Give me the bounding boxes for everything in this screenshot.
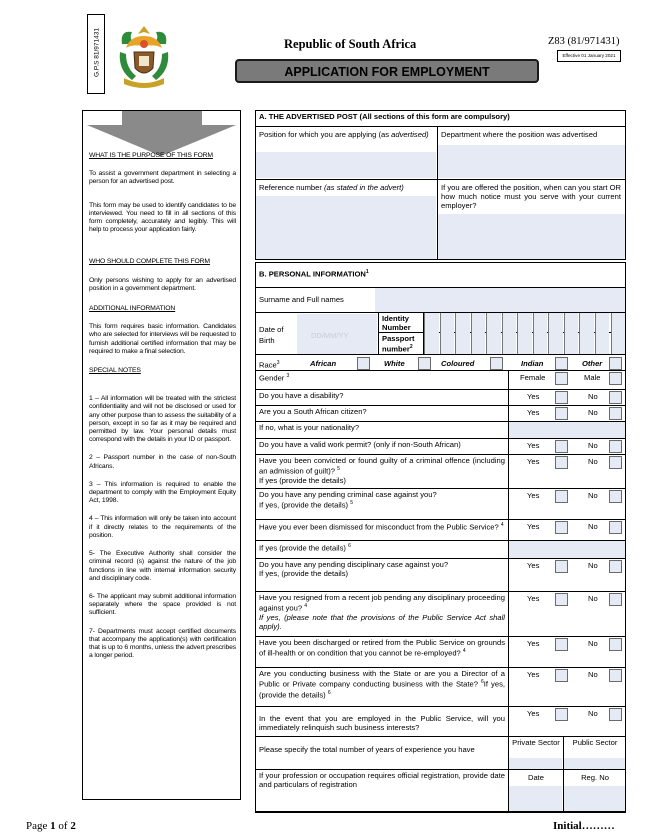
permit-yes-checkbox[interactable] xyxy=(555,440,568,453)
divider xyxy=(508,370,509,389)
convicted-no-checkbox[interactable] xyxy=(609,456,622,469)
page-number xyxy=(26,820,76,832)
divider xyxy=(508,706,509,736)
id-digit-cell[interactable] xyxy=(440,313,455,354)
id-digit-cell[interactable] xyxy=(517,313,532,354)
row-divider xyxy=(255,438,626,439)
permit-no-checkbox[interactable] xyxy=(609,440,622,453)
dismissed-details-sup: 6 xyxy=(348,543,351,549)
id-label: Identity Number xyxy=(382,314,411,332)
id-digit-cell[interactable] xyxy=(486,313,501,354)
resigned-sup: 4 xyxy=(304,603,307,609)
business-sup: 6 xyxy=(327,689,331,696)
nationality-label xyxy=(259,423,505,432)
convicted-no-label: No xyxy=(588,457,598,466)
note-4: 4 – This information will only be taken into account if it directly relates to the requirements of the position. xyxy=(89,515,236,539)
divider xyxy=(508,438,509,454)
private-sector-input[interactable] xyxy=(509,758,562,769)
id-digit-cell[interactable] xyxy=(471,313,486,354)
divider xyxy=(508,591,509,636)
who-heading: WHO SHOULD COMPLETE THIS FORM xyxy=(89,258,210,266)
convicted-sup: 5 xyxy=(337,466,340,472)
row-divider xyxy=(255,769,626,770)
dob-label xyxy=(259,325,283,345)
reference-label xyxy=(259,183,404,192)
disciplinary-text: If yes, (provide the details) xyxy=(259,569,349,578)
disability-text: Do you have a disability? xyxy=(259,391,344,400)
race-label-text: Race xyxy=(259,360,277,370)
convicted-yes-label: Yes xyxy=(527,457,540,466)
business-no-label: No xyxy=(588,670,598,679)
reg-number-input[interactable] xyxy=(564,786,625,811)
disability-yes-label: Yes xyxy=(527,392,540,401)
discharged-sup: 4 xyxy=(462,648,466,654)
purpose-p2: This form may be used to identify candidates to be interviewed. You need to fill in all sections of this form completely, accurately and legibly. This will help to process your application fairly. xyxy=(89,201,236,234)
resigned-label xyxy=(259,593,505,631)
resigned-text: Have you resigned from a recent job pending any disciplinary proceeding against you? xyxy=(259,593,505,613)
effective-date: Effective 01 January 2021 xyxy=(562,53,616,58)
id-digit-cell[interactable] xyxy=(424,313,439,354)
disciplinary-no-checkbox[interactable] xyxy=(609,560,622,573)
race-other: Other xyxy=(582,359,603,368)
relinquish-no-label: No xyxy=(588,709,598,718)
business-label xyxy=(259,669,505,699)
row-divider xyxy=(255,558,626,559)
position-input[interactable] xyxy=(256,152,436,178)
passport-label-text: Passport number xyxy=(382,334,415,354)
divider xyxy=(508,558,509,591)
resigned-no-checkbox[interactable] xyxy=(609,593,622,606)
dob-label-2: Birth xyxy=(259,336,275,345)
dismissed-details-text: If yes (provide the details) xyxy=(259,543,346,553)
business-yes-label: Yes xyxy=(527,670,540,679)
dob-label-1: Date of xyxy=(259,325,284,334)
id-digit-cell[interactable] xyxy=(502,313,517,354)
dismissed-yes-label: Yes xyxy=(527,522,540,531)
passport-label xyxy=(382,334,422,354)
citizen-no-label: No xyxy=(588,408,598,417)
reference-label-text: Reference number xyxy=(259,183,322,192)
business-no-checkbox[interactable] xyxy=(609,669,622,682)
initial-field[interactable]: Initial……… xyxy=(553,820,615,832)
discharged-label xyxy=(259,638,505,658)
race-coloured: Coloured xyxy=(441,359,475,368)
race-white-checkbox[interactable] xyxy=(418,357,431,370)
relinquish-yes-checkbox[interactable] xyxy=(555,708,568,721)
row-divider xyxy=(255,454,626,455)
divider xyxy=(508,405,509,421)
position-label-italic: advertised) xyxy=(391,130,429,139)
republic-title: Republic of South Africa xyxy=(284,37,417,51)
private-sector-label: Private Sector xyxy=(512,738,560,747)
addl-heading: ADDITIONAL INFORMATION xyxy=(89,305,176,313)
business-text: If yes, (provide the details) xyxy=(259,679,505,700)
id-digit-cell[interactable] xyxy=(579,313,594,354)
permit-yes-label: Yes xyxy=(527,441,540,450)
id-digit-cell[interactable] xyxy=(564,313,579,354)
row-divider xyxy=(255,405,626,406)
gender-no-checkbox[interactable] xyxy=(609,372,622,385)
divider xyxy=(508,667,509,706)
purpose-p1: To assist a government department in selecting a person for an advertised post. xyxy=(89,170,236,186)
pending-criminal-no-label: No xyxy=(588,491,598,500)
resigned-text: If yes, (please note that the provisions of the Public Service Act shall apply). xyxy=(259,612,505,631)
section-a-heading: A. THE ADVERTISED POST (All sections of this form are compulsory) xyxy=(259,112,510,121)
page-of: of xyxy=(58,820,68,832)
surname-label: Surname and Full names xyxy=(259,295,344,304)
form-code: Z83 (81/971431) xyxy=(548,36,620,47)
pending-criminal-no-checkbox[interactable] xyxy=(609,490,622,503)
convicted-yes-checkbox[interactable] xyxy=(555,456,568,469)
dismissed-text: Have you ever been dismissed for misconduct from the Public Service? xyxy=(259,522,499,532)
id-digit-cell[interactable] xyxy=(455,313,470,354)
divider xyxy=(508,454,509,488)
divider xyxy=(508,389,509,405)
experience-label xyxy=(259,745,505,754)
reference-label-italic: (as stated in the advert) xyxy=(324,183,404,192)
reg-date-label: Date xyxy=(527,773,545,782)
discharged-text: Have you been discharged or retired from the Public Service on grounds of ill-health or on condition that you cannot be re-employed? xyxy=(259,638,505,658)
public-sector-input[interactable] xyxy=(564,758,625,769)
business-text: Are you conducting business with the State or are you a Director of a Public or Private company conducting business with the State? xyxy=(259,669,505,689)
id-digit-cell[interactable] xyxy=(611,313,626,354)
note-7: 7- Departments must accept certified documents that accompany the application(s) with certification that is up to 6 months, unless the advert prescribes a longer period. xyxy=(89,627,236,660)
section-b-title: B. PERSONAL INFORMATION xyxy=(259,269,366,279)
experience-text: Please specify the total number of years of experience you have xyxy=(259,745,475,754)
resigned-yes-label: Yes xyxy=(527,594,540,603)
who-p: Only persons wishing to apply for an advertised position in a government department. xyxy=(89,276,236,292)
disciplinary-text: Do you have any pending disciplinary case against you? xyxy=(259,560,449,569)
pending-criminal-text: If yes, (provide the details) xyxy=(259,500,349,510)
id-digit-cell[interactable] xyxy=(595,313,610,354)
relinquish-text: In the event that you are employed in the Public Service, will you immediately relinquish such business interests? xyxy=(259,714,505,732)
nationality-text: If no, what is your nationality? xyxy=(259,423,360,432)
row-divider xyxy=(255,591,626,592)
pending-criminal-text: Do you have any pending criminal case against you? xyxy=(259,490,437,499)
notice-label: If you are offered the position, when can you start OR how much notice must you serve with your current employer? xyxy=(441,183,621,210)
discharged-yes-checkbox[interactable] xyxy=(555,638,568,651)
dismissed-details-label xyxy=(259,542,505,553)
citizen-no-checkbox[interactable] xyxy=(609,407,622,420)
form-title-box xyxy=(235,59,539,83)
note-5: 5- The Executive Authority shall consider the criminal record (s) against the nature of the job functions in line with internal information security and disciplinary code. xyxy=(89,550,236,582)
reg-number-label: Reg. No xyxy=(581,773,609,782)
arrow-down-icon xyxy=(83,111,240,157)
row-divider xyxy=(255,812,626,813)
section-b-heading xyxy=(259,268,369,279)
page-current: 1 xyxy=(50,820,56,832)
discharged-no-checkbox[interactable] xyxy=(609,638,622,651)
race-other-checkbox[interactable] xyxy=(609,357,622,370)
gender-no-label: Male xyxy=(584,373,601,382)
coat-of-arms-logo xyxy=(112,22,176,94)
form-title: APPLICATION FOR EMPLOYMENT xyxy=(284,65,490,79)
gender-yes-checkbox[interactable] xyxy=(555,372,568,385)
business-sup: 6 xyxy=(481,679,484,685)
registration-label xyxy=(259,771,505,789)
permit-label xyxy=(259,440,505,449)
business-yes-checkbox[interactable] xyxy=(555,669,568,682)
disciplinary-no-label: No xyxy=(588,561,598,570)
resigned-yes-checkbox[interactable] xyxy=(555,593,568,606)
pending-criminal-sup: 5 xyxy=(350,500,353,506)
gender-yes-label: Female xyxy=(520,373,546,382)
race-label xyxy=(259,359,280,370)
permit-no-label: No xyxy=(588,441,598,450)
purpose-heading: WHAT IS THE PURPOSE OF THIS FORM xyxy=(89,152,213,159)
gender-text: Gender xyxy=(259,373,285,383)
gender-label xyxy=(259,372,505,383)
gp-code: G.P.S 81/971431 xyxy=(93,27,101,78)
note-1: 1 – All information will be treated with the strictest confidentiality and will not be disclosed or used for any other purpose than to assess the suitability of a person, except in so far as it may be required and permitted by law. Your personal details must correspond with the details in your ID or passport. xyxy=(89,395,236,444)
citizen-yes-label: Yes xyxy=(527,408,540,417)
surname-input[interactable] xyxy=(375,288,625,312)
dismissed-yes-checkbox[interactable] xyxy=(555,521,568,534)
dob-input[interactable] xyxy=(297,314,377,354)
page-total: 2 xyxy=(70,820,76,832)
citizen-label xyxy=(259,407,505,416)
pending-criminal-yes-checkbox[interactable] xyxy=(555,490,568,503)
dismissed-details-input[interactable] xyxy=(509,541,625,558)
race-sup: 3 xyxy=(276,360,280,366)
convicted-text: Have you been convicted or found guilty of a criminal offence (including an admission of guilt)? xyxy=(259,456,505,476)
relinquish-label xyxy=(259,714,505,732)
row-divider xyxy=(255,389,626,390)
disciplinary-label xyxy=(259,560,505,578)
dismissed-no-checkbox[interactable] xyxy=(609,521,622,534)
convicted-text: If yes (provide the details) xyxy=(259,475,346,485)
passport-sup: 2 xyxy=(409,344,413,350)
relinquish-yes-label: Yes xyxy=(527,709,540,718)
note-3: 3 – This information is required to enable the department to comply with the Employment Equity Act, 1998. xyxy=(89,480,236,505)
row-divider xyxy=(255,636,626,637)
department-label: Department where the position was advertised xyxy=(441,130,598,139)
page-label: Page xyxy=(26,820,48,832)
disability-yes-checkbox[interactable] xyxy=(555,391,568,404)
gender-sup: 3 xyxy=(286,373,290,379)
disciplinary-yes-label: Yes xyxy=(527,561,540,570)
disability-no-label: No xyxy=(588,392,598,401)
reference-input[interactable] xyxy=(256,196,436,259)
section-b-sup: 1 xyxy=(365,269,369,275)
dob-placeholder: DD/MM/YY xyxy=(311,331,349,340)
disability-label xyxy=(259,391,505,400)
dismissed-sup: 4 xyxy=(500,522,504,528)
divider xyxy=(508,636,509,667)
note-6: 6- The applicant may submit additional information separately where the space provided is not sufficient. xyxy=(89,592,236,617)
citizen-text: Are you a South African citizen? xyxy=(259,407,367,416)
race-indian: Indian xyxy=(521,359,544,368)
divider xyxy=(508,488,509,519)
dismissed-no-label: No xyxy=(588,522,598,531)
race-coloured-checkbox[interactable] xyxy=(490,357,503,370)
public-sector-label: Public Sector xyxy=(572,738,618,747)
permit-text: Do you have a valid work permit? (only if non-South African) xyxy=(259,440,461,449)
reg-date-input[interactable] xyxy=(509,786,562,811)
race-white: White xyxy=(384,359,405,368)
addl-p: This form requires basic information. Candidates who are selected for interviews will be requested to furnish additional certified information that may be required to make a final selection. xyxy=(89,323,236,355)
pending-criminal-label xyxy=(259,490,505,510)
discharged-yes-label: Yes xyxy=(527,639,540,648)
gp-code-box xyxy=(87,14,105,94)
row-divider xyxy=(255,488,626,489)
note-2: 2 – Passport number in the case of non-South Africans. xyxy=(89,454,236,470)
pending-criminal-yes-label: Yes xyxy=(527,491,540,500)
nationality-input[interactable] xyxy=(509,422,625,438)
race-indian-checkbox[interactable] xyxy=(555,357,568,370)
row-divider xyxy=(255,736,626,737)
race-african-checkbox[interactable] xyxy=(357,357,370,370)
dismissed-label xyxy=(259,521,505,532)
disability-no-checkbox[interactable] xyxy=(609,391,622,404)
row-divider xyxy=(255,519,626,520)
relinquish-no-checkbox[interactable] xyxy=(609,708,622,721)
divider xyxy=(508,519,509,540)
convicted-label xyxy=(259,456,505,485)
special-heading: SPECIAL NOTES xyxy=(89,367,141,375)
row-divider xyxy=(255,706,626,707)
race-african: African xyxy=(310,359,337,368)
effective-box xyxy=(557,50,621,62)
discharged-no-label: No xyxy=(588,639,598,648)
id-digit-cell[interactable] xyxy=(533,313,548,354)
citizen-yes-checkbox[interactable] xyxy=(555,407,568,420)
id-digit-cell[interactable] xyxy=(548,313,563,354)
registration-text: If your profession or occupation requires official registration, provide date and particulars of registration xyxy=(259,771,505,789)
position-label-text: Position for which you are applying (as xyxy=(259,130,390,139)
position-label xyxy=(259,130,434,139)
department-input[interactable] xyxy=(438,145,625,178)
disciplinary-yes-checkbox[interactable] xyxy=(555,560,568,573)
row-divider xyxy=(255,667,626,668)
resigned-no-label: No xyxy=(588,594,598,603)
sidebar-text xyxy=(89,152,236,660)
notice-input[interactable] xyxy=(438,214,625,259)
